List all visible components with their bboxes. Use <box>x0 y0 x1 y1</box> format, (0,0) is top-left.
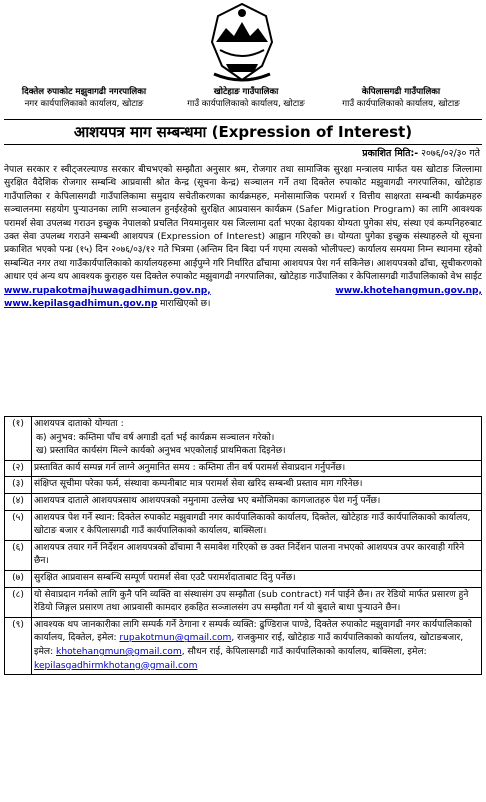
office-1 <box>4 86 164 110</box>
office-3-sub: गाउँ कार्यपालिकाको कार्यालय, खोटाङ <box>342 99 460 109</box>
condition-text: सुरक्षित आप्रवासन सम्बन्धि सम्पूर्ण परामर्श सेवा एउटै परामर्शदाताबाट दिनु पर्नेछ। <box>31 571 481 587</box>
office-3-name: केपिलासगढी गाउँपालिका <box>361 87 441 97</box>
conditions-table <box>4 416 482 675</box>
condition-text: संक्षिप्त सूचीमा परेका फर्म, संस्थावा कम्पनीबाट मात्र परामर्श सेवा खरिद सम्बन्धी प्रस्ताव माग गरिनेछ। <box>31 477 481 493</box>
intro-paragraph <box>4 164 482 311</box>
condition-number: (८) <box>12 589 24 600</box>
condition-number: (४) <box>12 495 24 506</box>
office-2-name: खोटेहाङ गाउँपालिका <box>213 87 279 97</box>
intro-text: नेपाल सरकार र स्वीट्जरल्याण्ड सरकार बीचभएको सम्झौता अनुसार श्रम, रोजगार तथा सामाजिक सुरक्षा मन्त्रालय मार्फत यस खोटाङ जिल्लामा सुरक्षित वैदेशिक रोजगार सम्बन्धि आप्रवासी श्रोत केन्द्र (सूचना केन्द्र) सञ्चालन गर्ने तथा दिक्तेल रुपाकोट मझुवागढी नगरपालिका, खोटेहाङ गाउँपालिका र केपिलासगढी गाउँपालिकामा समुदाय सचेतीकरणका कार्यक्रमहरु, मनोसामाजिक परामर्श र वित्तीय साक्षरता सम्बन्धी कार्यक्रमहरु सञ्चालनमा सहयोग पुऱ्याउनका लागि सञ्चालन हुनईरहेको सुरक्षित आप्रवासन कार्यक्रम (Safer Migration Program) का लागि आवश्यक परामर्श सेवा उपलब्ध गराउन इच्छुक नेपालको प्रचलित नियमानुसार यस जिल्लामा दर्ता भएका देहायका योग्यता पुगेका संघ, संस्था एवं कम्पनिहरुबाट उक्त सेवा उपलब्ध गराउने सम्बन्धी आशयपत्र (Expression of Interest) आह्वान गरिएको छ। योग्यता पुगेका इच्छुक संस्थाहरुले यो सूचना प्रकाशित भएको पन्ध्र (१५) दिन २०७६/०३/१२ गते भित्रमा (अन्तिम दिन बिदा पर्न गएमा त्यसको भोलीपल्ट) कार्यालय समयमा निम्न स्थानमा रहेको सम्बन्धित नगर तथा गाउँकार्यपालिकाको कार्यालयहरुमा आईपुग्ने गरि निर्धारित ढाँचामा आशयपत्र पेश गर्न सकिनेछ। आशयपत्रको ढाँचा, सूचीकरणको आधार एवं अन्य थप आवश्यक कुराहरु यस दिक्तेल रुपाकोट मझुवागढी नगरपालिका, खोटेहाङ गाउँपालिका र केपिलासगढी गाउँपालिकाको वेभ साईट <box>4 165 482 283</box>
office-names <box>4 86 482 116</box>
condition-text: प्रस्तावित कार्य सम्पन्न गर्न लाग्ने अनुमानित समय : कम्तिमा तीन वर्ष परामर्श सेवाप्रदान गर्नुपर्नेछ। <box>31 461 481 477</box>
office-3 <box>320 86 482 110</box>
condition-text: यो सेवाप्रदान गर्नको लागि कुनै पनि व्यक्ति वा संस्थासंग उप सम्झौता (sub contract) गर्न पाईने छैन। तर रेडियो मार्फत प्रसारण हुने रेडियो जिङ्गल प्रसारण तथा आप्रवासी कामदार हकहित सञ्जालसंग उप सम्झौता गर्न यो बुदाले बाधा पुऱ्याउने छैन। <box>31 588 481 617</box>
notice-title-band <box>4 119 482 145</box>
condition-number: (५) <box>12 512 24 523</box>
condition-row-6 <box>5 541 481 571</box>
condition-sub-item: क) अनुभव: कम्तिमा पाँच वर्ष अगाडी दर्ता भई कार्यक्रम सञ्चालन गरेको। <box>36 432 275 443</box>
condition-sub-item: ख) प्रस्तावित कार्यसंग मिल्ने कार्यको अनुभव भएकोलाई प्राथमिकता दिइनेछ। <box>36 446 286 457</box>
published-date-line <box>362 148 480 160</box>
condition-number: (७) <box>12 572 24 583</box>
published-label: प्रकाशित मिति:- <box>362 148 419 159</box>
contact-text-2: , राजकुमार राई, खोटेहाङ गाउँ कार्यपालिकाको कार्यालय, खोटाङबजार, इमेल: <box>34 633 464 657</box>
office-1-sub: नगर कार्यपालिकाको कार्यालय, खोटाङ <box>24 99 144 109</box>
intro-end: माराखिएको छ। <box>159 299 211 310</box>
website-link-1[interactable]: www.rupakotmajhuwagadhimun.gov.np, <box>4 285 211 296</box>
contact-text-1: आवश्यक थप जानकारीका लागि सम्पर्क गर्ने ठेगाना र सम्पर्क व्यक्ति: ढुण्डिराज पाण्डे, दिक्तेल रुपाकोट मझुवागढी नगर कार्यपालिकाको कार्यालय, दिक्तेल, इमेल: <box>34 619 472 644</box>
condition-row-5 <box>5 511 481 541</box>
contact-details <box>31 618 481 674</box>
condition-text: आशयपत्र पेश गर्ने स्थान: दिक्तेल रुपाकोट मझुवागढी नगर कार्यपालिकाको कार्यालय, दिक्तेल, खोटेहाङ गाउँ कार्यपालिकाको कार्यालय, खोटाङ बजार र केपिलासगढी गाउँ कार्यपालिकाको कार्यालय, बाक्सिला। <box>31 511 481 540</box>
website-link-3[interactable]: www.kepilasgadhimun.gov.np <box>4 299 158 310</box>
condition-text: आशयपत्र दाताको योग्यता : <box>34 419 124 429</box>
condition-row-7 <box>5 571 481 588</box>
website-link-2[interactable]: www.khotehangmun.gov.np, <box>335 285 482 296</box>
condition-number: (६) <box>12 542 24 553</box>
email-link-1[interactable]: rupakotmun@gmail.com <box>119 633 232 644</box>
office-2 <box>166 86 326 110</box>
notice-title: आशयपत्र माग सम्बन्धमा (Expression of Interest) <box>73 123 413 141</box>
condition-text: आशयपत्र तयार गर्ने निर्देशन आशयपत्रको ढाँचामा नै समावेश गरिएको छ उक्त निर्देशन पालना नभएको आशयपत्र उपर कारवाही गरिने छैन। <box>31 541 481 570</box>
email-link-2[interactable]: khotehangmun@gmail.com <box>56 646 182 657</box>
published-date: २०७६/०२/३० गते <box>421 148 480 159</box>
condition-number: (२) <box>12 462 24 473</box>
condition-row-9 <box>5 618 481 674</box>
condition-body <box>31 417 481 460</box>
contact-text-3: , सौधन राई, केपिलासगढी गाउँ कार्यपालिकाको कार्यालय, बाक्सिला, इमेल: <box>181 646 427 657</box>
email-link-3[interactable]: kepilasgadhirmkhotang@gmail.com <box>34 660 198 671</box>
office-2-sub: गाउँ कार्यपालिकाको कार्यालय, खोटाङ <box>187 99 305 109</box>
condition-row-4 <box>5 494 481 511</box>
condition-row-8 <box>5 588 481 618</box>
condition-number: (९) <box>12 619 24 630</box>
condition-row-3 <box>5 477 481 494</box>
office-1-name: दिक्तेल रुपाकोट मझुवागढी नगरपालिका <box>21 87 147 97</box>
condition-row-1 <box>5 417 481 461</box>
condition-row-2 <box>5 461 481 478</box>
condition-number: (१) <box>12 419 24 429</box>
nepal-government-emblem-icon <box>206 2 278 86</box>
condition-number: (३) <box>12 479 24 490</box>
condition-text: आशयपत्र दाताले आशयपत्रसाथ आशयपत्रको नमुनामा उल्लेख भए बमोजिमका कागजातहरु पेश गर्नु पर्नेछ। <box>31 494 481 510</box>
